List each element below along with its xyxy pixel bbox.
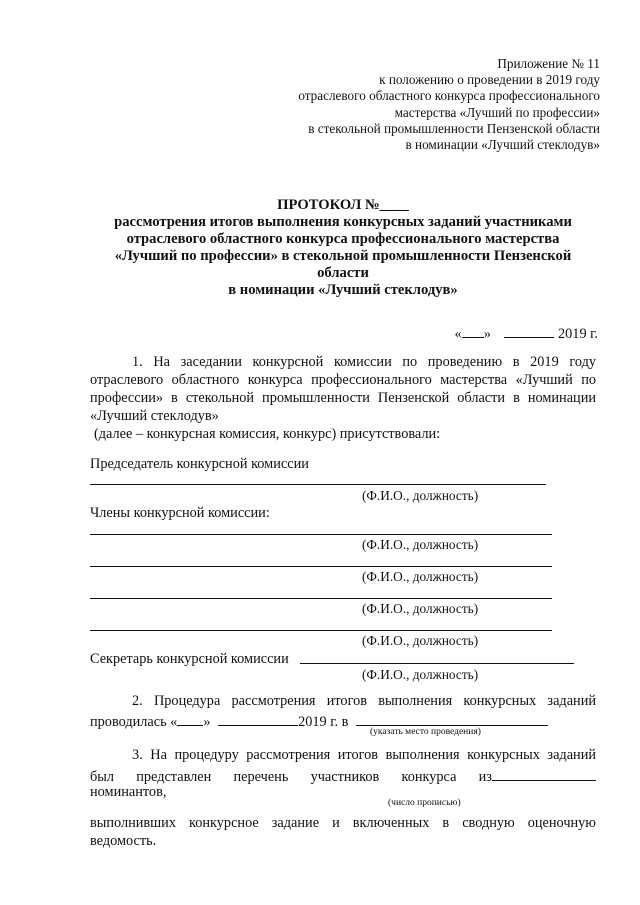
count-caption: (число прописью) — [388, 798, 461, 808]
fio-caption: (Ф.И.О., должность) — [362, 633, 479, 648]
fio-caption: (Ф.И.О., должность) — [362, 601, 479, 616]
count-blank[interactable] — [492, 765, 596, 781]
section-2-text: проводилась « — [90, 714, 178, 730]
place-caption: (указать место проведения) — [370, 727, 481, 737]
chairman-label: Председатель конкурсной комиссии — [90, 456, 309, 472]
title-line: рассмотрения итогов выполнения конкурсных заданий участниками — [114, 214, 572, 230]
section-1-line: профессии» в стекольной промышленности Пензенской области в номинации — [90, 390, 596, 406]
section-2-line: 2. Процедура рассмотрения итогов выполнения конкурсных заданий — [132, 693, 596, 709]
section-3-line: ведомость. — [90, 833, 157, 849]
month-blank[interactable] — [218, 710, 298, 726]
appendix-header — [240, 56, 600, 153]
section-3-word: участников — [310, 769, 380, 785]
section-3-line: 3. На процедуру рассмотрения итогов выполнения конкурсных заданий — [132, 747, 596, 763]
title-line: отраслевого областного конкурса профессионального мастерства — [126, 231, 560, 247]
title-line: ПРОТОКОЛ №____ — [277, 197, 409, 213]
section-2 — [90, 692, 596, 710]
member-blank[interactable] — [90, 552, 552, 567]
date-year: 2019 г. — [558, 326, 598, 342]
member-blank[interactable] — [90, 616, 552, 631]
place-blank[interactable] — [356, 710, 548, 726]
section-3 — [90, 746, 596, 764]
appendix-line: к положению о проведении в 2019 году — [379, 72, 600, 88]
section-3-tail — [90, 814, 596, 850]
section-2-line — [90, 710, 596, 731]
member-blank[interactable] — [90, 520, 552, 535]
section-2-text: » — [203, 714, 211, 730]
appendix-line: в номинации «Лучший стеклодув» — [405, 137, 600, 153]
fio-caption: (Ф.И.О., должность) — [362, 667, 479, 682]
fio-caption: (Ф.И.О., должность) — [362, 537, 479, 552]
day-blank[interactable] — [462, 322, 484, 338]
section-3-line: выполнивших конкурсное задание и включенных в сводную оценочную — [90, 815, 596, 831]
section-2-year: 2019 г. в — [298, 714, 349, 730]
date-close-quote: » — [483, 326, 491, 342]
section-1-continuation: (далее – конкурсная комиссия, конкурс) присутствовали: — [94, 426, 441, 442]
section-1-line: 1. На заседании конкурсной комиссии по проведению в 2019 году — [132, 354, 596, 370]
title-line: в номинации «Лучший стеклодув» — [228, 282, 458, 298]
member-blank[interactable] — [90, 584, 552, 599]
date-open-quote: « — [454, 326, 462, 342]
title-line: области — [317, 265, 369, 281]
section-3-word: был — [90, 769, 115, 785]
month-blank[interactable] — [504, 322, 554, 338]
day-blank[interactable] — [177, 710, 203, 726]
secretary-blank[interactable] — [300, 649, 574, 664]
members-label: Члены конкурсной комиссии: — [90, 505, 270, 521]
appendix-line: в стекольной промышленности Пензенской области — [308, 120, 600, 136]
section-1-line: отраслевого областного конкурса профессионального мастерства «Лучший по — [90, 372, 596, 388]
section-3-word: из — [478, 769, 492, 785]
section-3-line: номинантов, — [90, 784, 167, 800]
chairman-blank[interactable] — [90, 470, 546, 485]
section-3-word: перечень — [233, 769, 289, 785]
section-1-line: «Лучший стеклодув» — [90, 408, 219, 424]
appendix-line: мастерства «Лучший по профессии» — [394, 104, 600, 120]
fio-caption: (Ф.И.О., должность) — [362, 569, 479, 584]
date-line — [455, 322, 598, 343]
title-line: «Лучший по профессии» в стекольной промышленности Пензенской — [114, 248, 572, 264]
section-3-word: конкурса — [401, 769, 457, 785]
secretary-label: Секретарь конкурсной комиссии — [90, 651, 289, 667]
appendix-line: Приложение № 11 — [497, 56, 600, 71]
document-title — [90, 197, 596, 299]
fio-caption: (Ф.И.О., должность) — [362, 488, 479, 503]
section-3-word: представлен — [136, 769, 212, 785]
section-1 — [90, 353, 596, 443]
appendix-line: отраслевого областного конкурса профессионального — [298, 88, 600, 104]
